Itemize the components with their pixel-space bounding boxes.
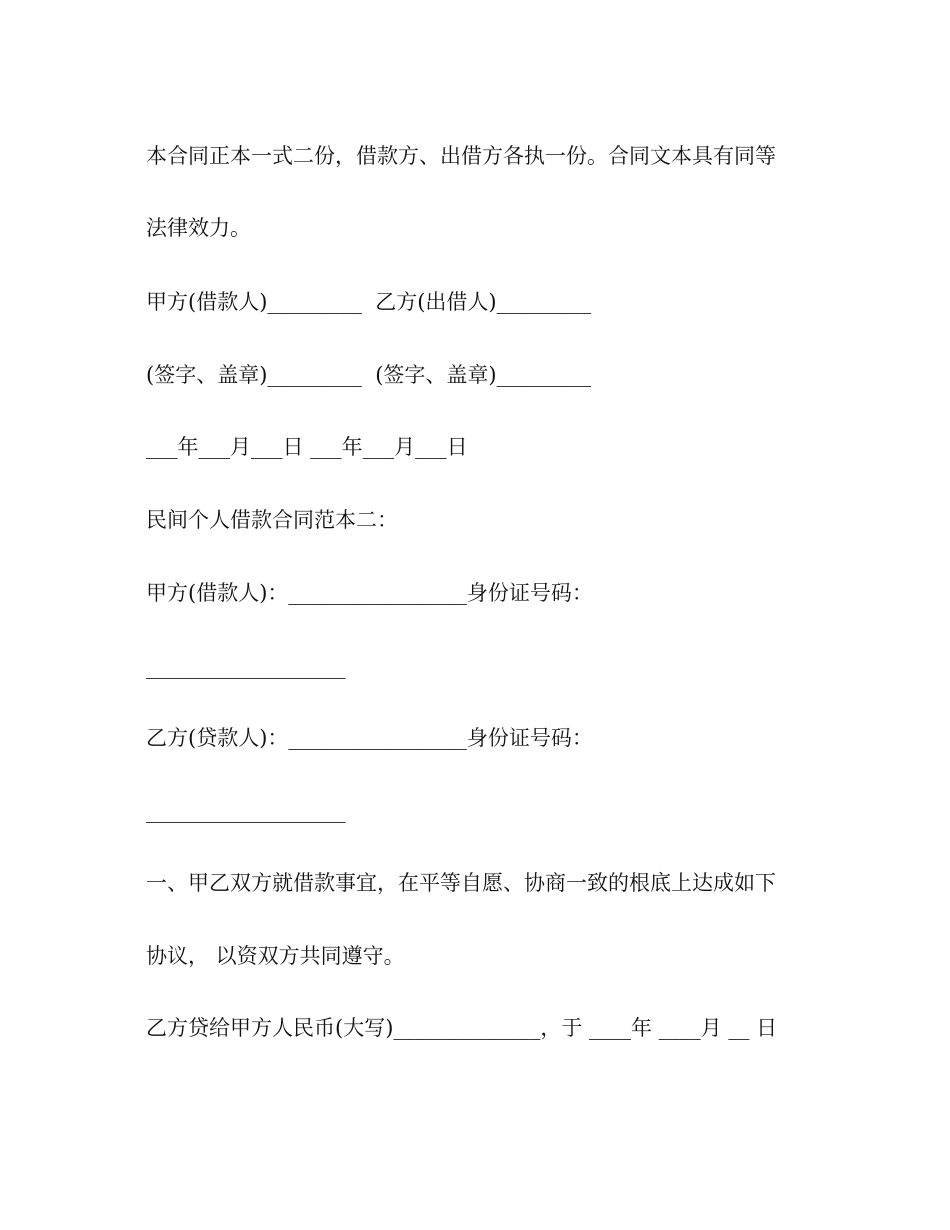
agreement-clause-continued: 协议， 以资双方共同遵守。 bbox=[146, 944, 405, 968]
party-b-id-line: 乙方(贷款人)：_________________身份证号码： bbox=[146, 726, 593, 750]
loan-amount-line: 乙方贷给甲方人民币(大写)______________，于 ____年 ____月 __ 日 bbox=[146, 1016, 778, 1040]
party-a-id-blank: ___________________ bbox=[146, 655, 346, 679]
legal-effect-clause: 法律效力。 bbox=[146, 216, 251, 240]
seal-signature-line: (签字、盖章)_________ (签字、盖章)_________ bbox=[146, 363, 592, 387]
party-b-id-blank: ___________________ bbox=[146, 799, 346, 823]
party-a-id-line: 甲方(借款人)：_________________身份证号码： bbox=[146, 581, 593, 605]
section-title: 民间个人借款合同范本二： bbox=[146, 508, 398, 532]
agreement-clause: 一、甲乙双方就借款事宜，在平等自愿、协商一致的根底上达成如下 bbox=[146, 871, 776, 895]
contract-copies-clause: 本合同正本一式二份，借款方、出借方各执一份。合同文本具有同等 bbox=[146, 144, 776, 168]
party-signature-line: 甲方(借款人)_________ 乙方(出借人)_________ bbox=[146, 290, 592, 314]
date-line: ___年___月___日 ___年___月___日 bbox=[146, 435, 468, 459]
